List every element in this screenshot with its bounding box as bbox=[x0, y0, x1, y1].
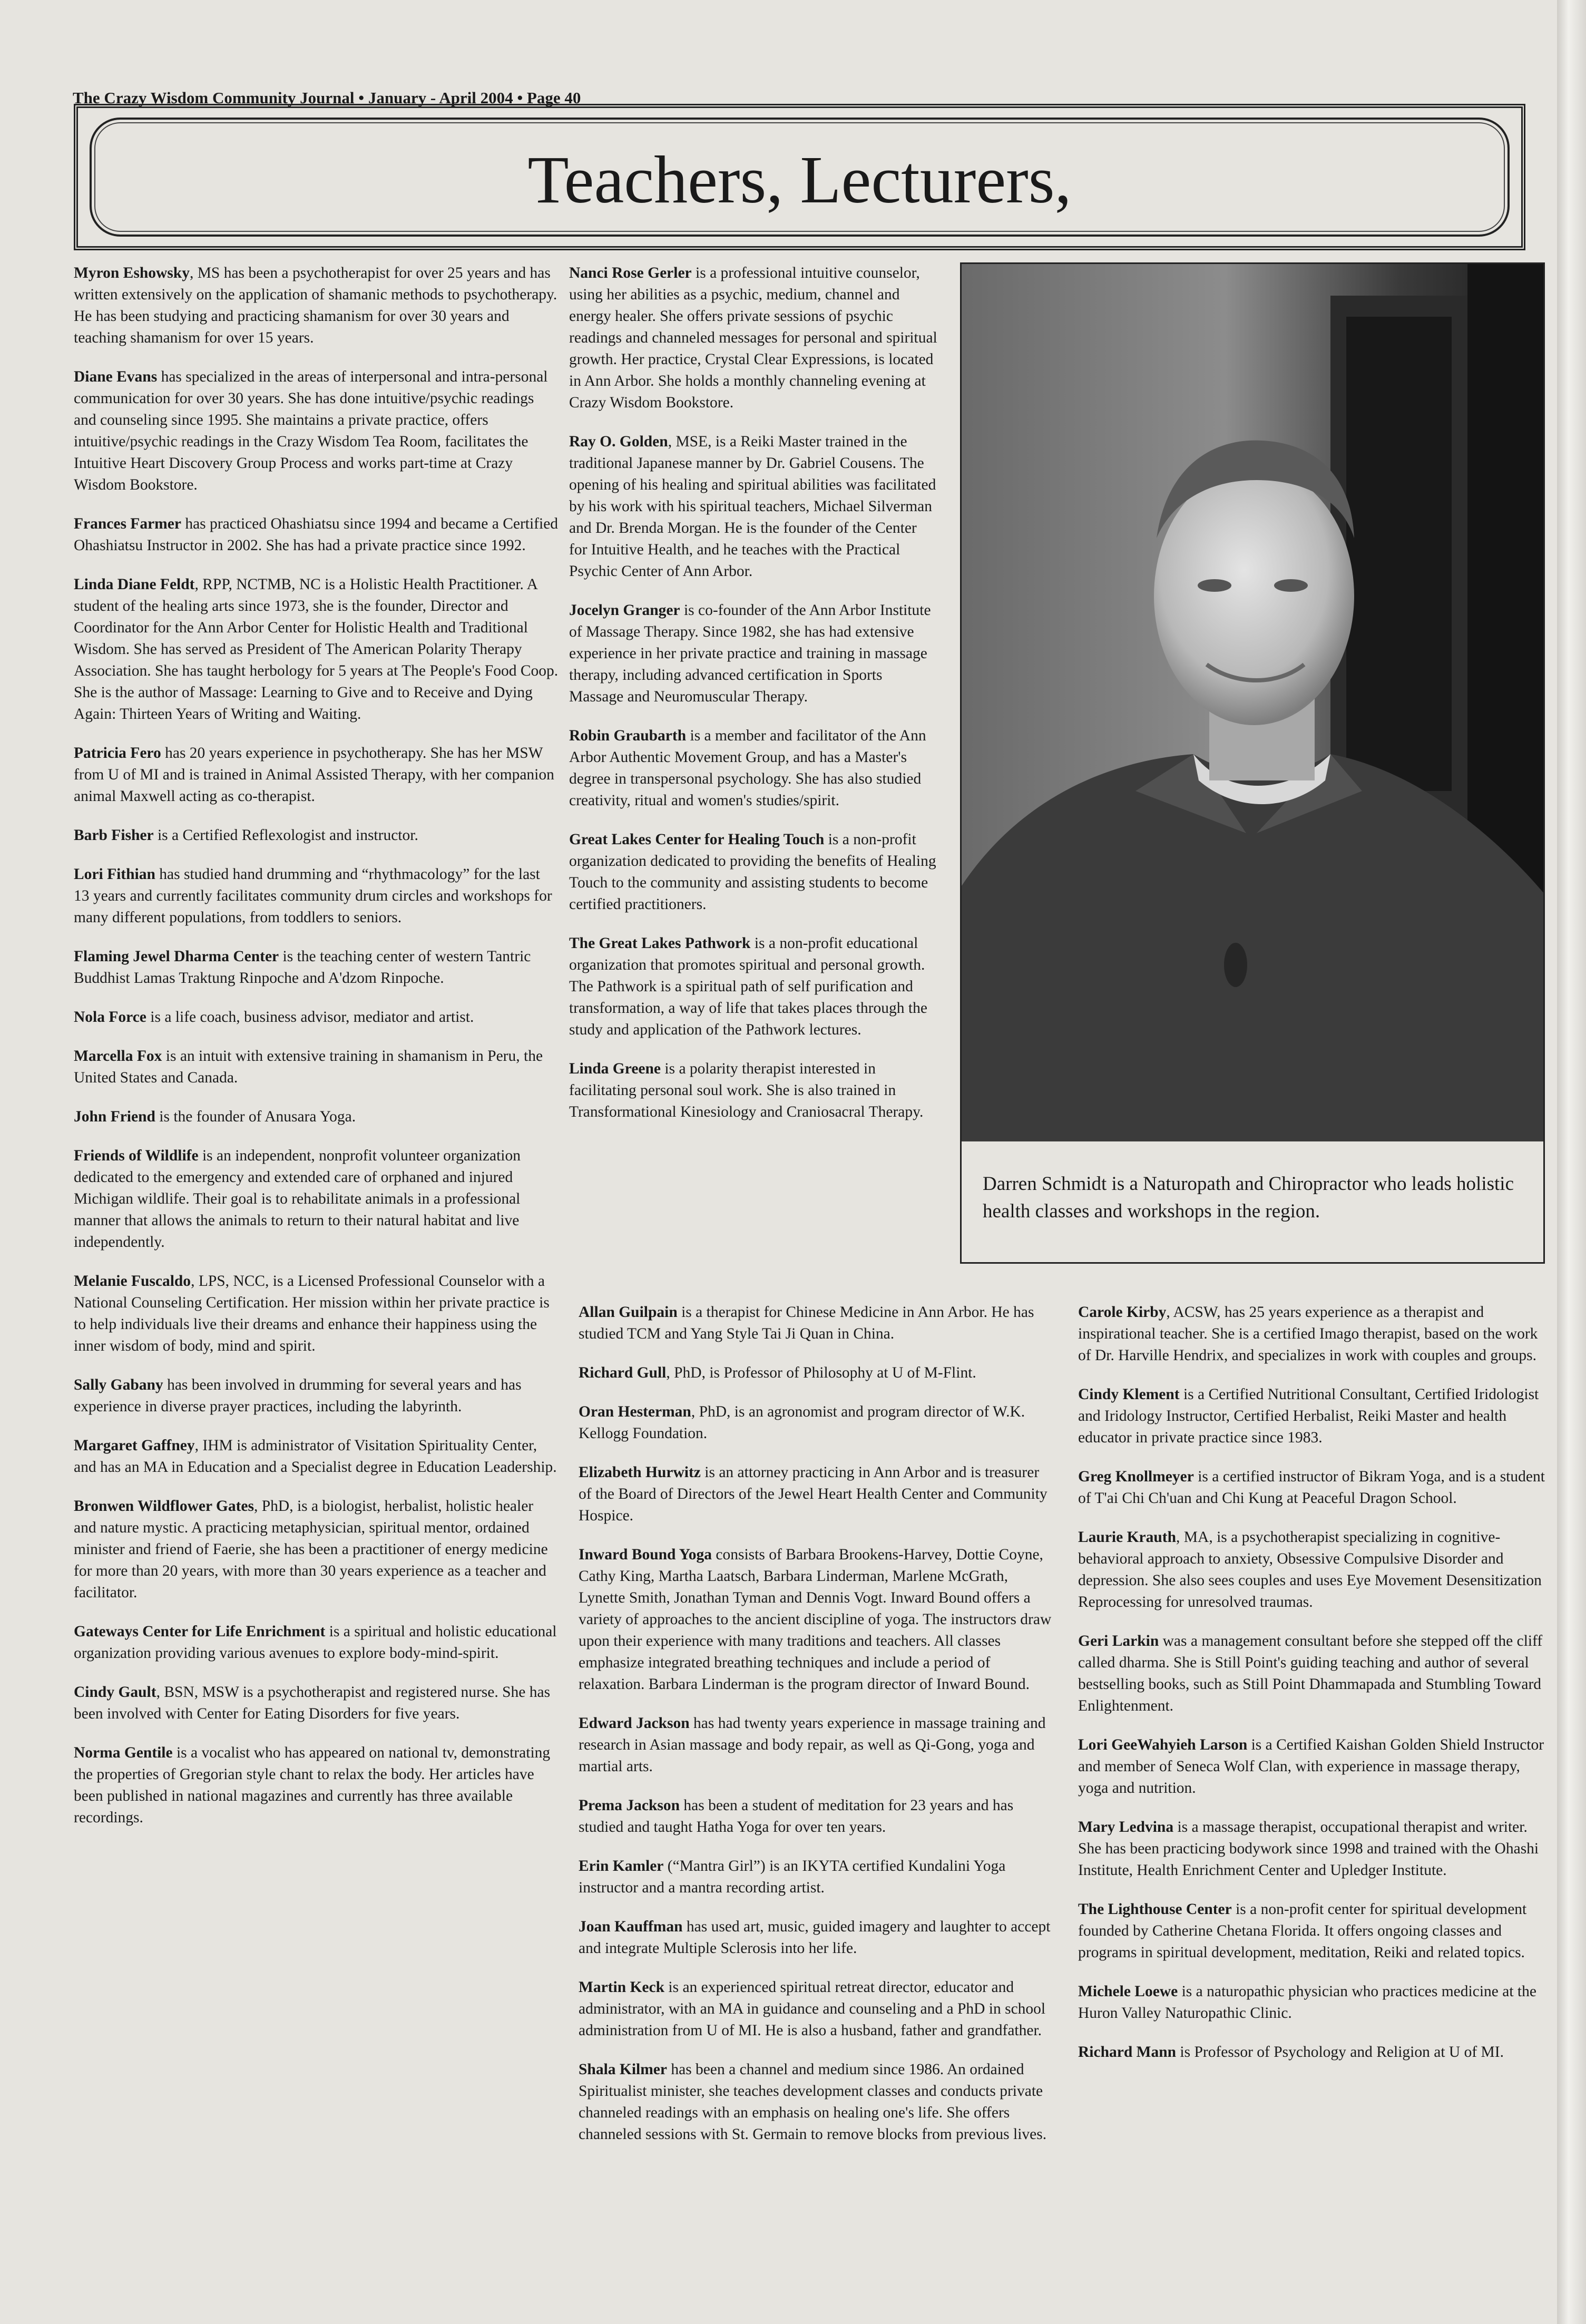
listing-entry bbox=[579, 1977, 1053, 2042]
listing-description: , MSE, is a Reiki Master trained in the traditional Japanese manner by Dr. Gabriel Cousens. The opening of his healing and spiritual abilities was facilitated by his work with his spiritual teachers, Michael Silverman and Dr. Brenda Morgan. He is the founder of the Center for Intuitive Health, and he teaches with the Practical Psychic Center of Ann Arbor. bbox=[569, 433, 936, 580]
listing-entry bbox=[74, 1046, 559, 1089]
listing-entry bbox=[74, 946, 559, 989]
listing-description: is a massage therapist, occupational therapist and writer. She has been practicing bodywork since 1998 and trained with the Ohashi Institute, Health Enrichment Center and Upledger Institute. bbox=[1078, 1819, 1539, 1879]
listing-entry bbox=[74, 1496, 559, 1604]
listing-description: has been involved in drumming for several years and has experience in diverse prayer practices, including the labyrinth. bbox=[74, 1376, 522, 1415]
listing-description: is a non-profit educational organization that promotes spiritual and personal growth. The Pathwork is a spiritual path of self purification and transformation, a way of life that takes places through the study and application of the Pathwork lectures. bbox=[569, 935, 927, 1038]
listing-entry bbox=[74, 1007, 559, 1028]
page-header: The Crazy Wisdom Community Journal • January - April 2004 • Page 40 bbox=[73, 89, 581, 107]
listing-entry bbox=[569, 933, 938, 1041]
listing-description: is a non-profit center for spiritual development founded by Catherine Chetana Florida. It offers ongoing classes and programs in spiritual development, meditation, Reiki and related topics. bbox=[1078, 1901, 1527, 1961]
listing-description: has been a channel and medium since 1986. An ordained Spiritualist minister, she teaches development classes and conducts private channeled readings with an emphasis on healing one's life. She offers channeled sessions with St. Germain to remove blocks from previous lives. bbox=[579, 2061, 1047, 2143]
listing-name: Inward Bound Yoga bbox=[579, 1546, 712, 1563]
listing-description: , LPS, NCC, is a Licensed Professional Counselor with a National Counseling Certification. Her mission within her private practice is to help individuals live their dreams and enhance their happiness using the inner wisdom of body, mind and spirit. bbox=[74, 1273, 550, 1354]
listing-name: Oran Hesterman bbox=[579, 1403, 691, 1420]
listing-description: , PhD, is Professor of Philosophy at U of M-Flint. bbox=[666, 1364, 976, 1381]
listing-description: is the teaching center of western Tantric Buddhist Lamas Traktung Rinpoche and A'dzom Rinpoche. bbox=[74, 948, 531, 987]
listing-description: is a polarity therapist interested in facilitating personal soul work. She is also trained in Transformational Kinesiology and Craniosacral Therapy. bbox=[569, 1060, 924, 1120]
listing-description: has had twenty years experience in massage training and research in Asian massage and body repair, as well as Qi-Gong, yoga and martial arts. bbox=[579, 1715, 1046, 1775]
listing-description: is a non-profit organization dedicated to providing the benefits of Healing Touch to the community and assisting students to become certified practitioners. bbox=[569, 831, 936, 913]
listing-entry bbox=[74, 1435, 559, 1478]
photo-caption: Darren Schmidt is a Naturopath and Chiropractor who leads holistic health classes and workshops in the region. bbox=[983, 1173, 1514, 1222]
listing-entry bbox=[74, 864, 559, 929]
listing-name: Edward Jackson bbox=[579, 1715, 690, 1732]
listing-name: Joan Kauffman bbox=[579, 1918, 683, 1935]
listing-description: has practiced Ohashiatsu since 1994 and became a Certified Ohashiatsu Instructor in 2002. She has had a private practice since 1992. bbox=[74, 515, 559, 554]
listing-name: Mary Ledvina bbox=[1078, 1819, 1174, 1835]
listing-name: Jocelyn Granger bbox=[569, 602, 680, 619]
listing-description: is a life coach, business advisor, mediator and artist. bbox=[146, 1009, 474, 1026]
listing-entry bbox=[569, 262, 938, 414]
listing-name: Gateways Center for Life Enrichment bbox=[74, 1623, 326, 1640]
listing-description: is co-founder of the Ann Arbor Institute of Massage Therapy. Since 1982, she has had extensive experience in her private practice and training in massage therapy, including advanced certification in Sports Massage and Neuromuscular Therapy. bbox=[569, 602, 931, 705]
listing-name: Patricia Fero bbox=[74, 745, 161, 761]
listing-entry bbox=[579, 1401, 1053, 1444]
listing-name: Cindy Klement bbox=[1078, 1386, 1180, 1403]
listing-name: Margaret Gaffney bbox=[74, 1437, 195, 1454]
paper-edge bbox=[1557, 0, 1586, 2324]
listing-description: consists of Barbara Brookens-Harvey, Dottie Coyne, Cathy King, Martha Laatsch, Barbara Linderman, Marlene McGrath, Lynette Smith, Jonathan Tyman and Dennis Vogt. Inward Bound offers a variety of approaches to the ancient discipline of yoga. The instructors draw upon their experience with many traditions and teachers. All classes emphasize integrated breathing techniques and include a period of relaxation. Barbara Linderman is the program director of Inward Bound. bbox=[579, 1546, 1052, 1693]
listing-entry bbox=[74, 1682, 559, 1725]
listing-entry bbox=[1078, 1899, 1552, 1964]
listing-description: is a certified instructor of Bikram Yoga, and is a student of T'ai Chi Ch'uan and Chi Kung at Peaceful Dragon School. bbox=[1078, 1468, 1545, 1507]
listing-entry bbox=[74, 1271, 559, 1357]
listing-entry bbox=[579, 1916, 1053, 1959]
listing-name: Nola Force bbox=[74, 1009, 146, 1026]
listing-description: has specialized in the areas of interpersonal and intra-personal communication for over 30 years. She has done intuitive/psychic readings and counseling since 1995. She maintains a private practice, offers intuitive/psychic readings in the Crazy Wisdom Tea Room, facilitates the Intuitive Heart Discovery Group Process and works part-time at Crazy Wisdom Bookstore. bbox=[74, 368, 548, 493]
listing-description: has 20 years experience in psychotherapy. She has her MSW from U of MI and is trained in Animal Assisted Therapy, with her companion animal Maxwell acting as co-therapist. bbox=[74, 745, 554, 805]
listing-description: is the founder of Anusara Yoga. bbox=[155, 1108, 356, 1125]
listing-name: John Friend bbox=[74, 1108, 155, 1125]
listing-entry bbox=[569, 600, 938, 708]
listing-entry bbox=[74, 1374, 559, 1418]
listing-name: Myron Eshowsky bbox=[74, 265, 190, 281]
listing-entry bbox=[74, 366, 559, 496]
listing-description: is a Certified Kaishan Golden Shield Instructor and member of Seneca Wolf Clan, with experience in massage therapy, yoga and nutrition. bbox=[1078, 1736, 1544, 1796]
listing-description: (“Mantra Girl”) is an IKYTA certified Kundalini Yoga instructor and a mantra recording artist. bbox=[579, 1858, 1006, 1896]
listing-name: Norma Gentile bbox=[74, 1744, 173, 1761]
listing-name: Elizabeth Hurwitz bbox=[579, 1464, 701, 1481]
listing-name: Frances Farmer bbox=[74, 515, 181, 532]
listing-description: is an attorney practicing in Ann Arbor and is treasurer of the Board of Directors of the Jewel Heart Health Center and Community Hospice. bbox=[579, 1464, 1047, 1524]
listing-name: Geri Larkin bbox=[1078, 1633, 1159, 1649]
listing-description: has studied hand drumming and “rhythmacology” for the last 13 years and currently facilitates community drum circles and workshops for many different populations, from toddlers to seniors. bbox=[74, 866, 552, 926]
listing-entry bbox=[569, 431, 938, 582]
listing-name: Melanie Fuscaldo bbox=[74, 1273, 191, 1290]
listing-entry bbox=[74, 513, 559, 556]
listing-name: Sally Gabany bbox=[74, 1376, 163, 1393]
listing-description: was a management consultant before she stepped off the cliff called dharma. She is Still Point's guiding teaching and author of several bestselling books, such as Still Point Dhammapada and Stumbling Toward Enlightenment. bbox=[1078, 1633, 1543, 1714]
listing-description: , PhD, is a biologist, herbalist, holistic healer and nature mystic. A practicing metaphysician, spiritual mentor, ordained minister and friend of Faerie, she has been a practitioner of energy medicine for more than 20 years, with more than 30 years experience as a teacher and facilitator. bbox=[74, 1498, 548, 1601]
listing-entry bbox=[1078, 1384, 1552, 1449]
listing-name: Bronwen Wildflower Gates bbox=[74, 1498, 254, 1515]
listing-entry bbox=[74, 1621, 559, 1664]
listing-description: , RPP, NCTMB, NC is a Holistic Health Practitioner. A student of the healing arts since 1973, she is the founder, Director and Coordinator for the Ann Arbor Center for Holistic Health and Traditional Wisdom. She has served as President of The American Polarity Therapy Association. She has taught herbology for 5 years at The People's Food Coop. She is the author of Massage: Learning to Give and to Receive and Dying Again: Thirteen Years of Writing and Waiting. bbox=[74, 576, 559, 722]
listing-description: is Professor of Psychology and Religion at U of MI. bbox=[1176, 2044, 1504, 2061]
listing-name: Martin Keck bbox=[579, 1979, 665, 1996]
listing-name: Richard Gull bbox=[579, 1364, 667, 1381]
listing-description: is a therapist for Chinese Medicine in Ann Arbor. He has studied TCM and Yang Style Tai Ji Quan in China. bbox=[579, 1304, 1034, 1342]
listing-name: The Great Lakes Pathwork bbox=[569, 935, 751, 952]
listing-description: is an intuit with extensive training in shamanism in Peru, the United States and Canada. bbox=[74, 1048, 543, 1086]
page-title: Teachers, Lecturers, bbox=[527, 142, 1072, 217]
listing-description: , MA, is a psychotherapist specializing in cognitive-behavioral approach to anxiety, Obsessive Compulsive Disorder and depression. She also sees couples and uses Eye Movement Desensitization Reprocessing for unresolved traumas. bbox=[1078, 1529, 1542, 1610]
listing-description: has been a student of meditation for 23 years and has studied and taught Hatha Yoga for over ten years. bbox=[579, 1797, 1014, 1835]
listing-description: is an experienced spiritual retreat director, educator and administrator, with an MA in guidance and counseling and a PhD in school administration from U of MI. He is also a husband, father and grandfather. bbox=[579, 1979, 1046, 2039]
listing-description: is a professional intuitive counselor, using her abilities as a psychic, medium, channel and energy healer. She offers private sessions of psychic readings and channeled messages for personal and spiritual growth. Her practice, Crystal Clear Expressions, is located in Ann Arbor. She holds a monthly channeling evening at Crazy Wisdom Bookstore. bbox=[569, 265, 937, 411]
column-4 bbox=[1078, 1302, 1552, 2081]
listing-name: Laurie Krauth bbox=[1078, 1529, 1177, 1546]
column-3 bbox=[579, 1302, 1053, 2163]
portrait-photo bbox=[962, 264, 1543, 1141]
listing-name: Flaming Jewel Dharma Center bbox=[74, 948, 279, 965]
listing-description: , MS has been a psychotherapist for over 25 years and has written extensively on the application of shamanic methods to psychotherapy. He has been studying and practicing shamanism for over 30 years and teaching shamanism for over 15 years. bbox=[74, 265, 557, 346]
listing-name: Prema Jackson bbox=[579, 1797, 680, 1814]
listing-name: Shala Kilmer bbox=[579, 2061, 667, 2078]
listing-entry bbox=[579, 1713, 1053, 1778]
listing-description: , PhD, is an agronomist and program director of W.K. Kellogg Foundation. bbox=[579, 1403, 1025, 1442]
listing-name: Nanci Rose Gerler bbox=[569, 265, 692, 281]
listing-name: Greg Knollmeyer bbox=[1078, 1468, 1194, 1485]
listing-entry bbox=[579, 2059, 1053, 2145]
listing-name: Great Lakes Center for Healing Touch bbox=[569, 831, 825, 848]
listing-entry bbox=[74, 1106, 559, 1128]
listing-entry bbox=[579, 1856, 1053, 1899]
listing-name: Ray O. Golden bbox=[569, 433, 668, 450]
listing-entry bbox=[74, 1742, 559, 1829]
listing-description: is a vocalist who has appeared on national tv, demonstrating the properties of Gregorian style chant to relax the body. Her articles have been published in national magazines and currently has three available recordings. bbox=[74, 1744, 551, 1826]
listing-entry bbox=[74, 1145, 559, 1253]
listing-description: is a naturopathic physician who practices medicine at the Huron Valley Naturopathic Clinic. bbox=[1078, 1983, 1536, 2022]
listing-description: , BSN, MSW is a psychotherapist and registered nurse. She has been involved with Center for Eating Disorders for five years. bbox=[74, 1684, 551, 1722]
listing-description: is a Certified Reflexologist and instructor. bbox=[153, 827, 418, 844]
listing-name: Richard Mann bbox=[1078, 2044, 1177, 2061]
listing-name: Linda Greene bbox=[569, 1060, 661, 1077]
listing-name: Carole Kirby bbox=[1078, 1304, 1167, 1321]
listing-entry bbox=[579, 1795, 1053, 1838]
listing-name: Allan Guilpain bbox=[579, 1304, 678, 1321]
listing-entry bbox=[74, 743, 559, 807]
listing-name: Diane Evans bbox=[74, 368, 158, 385]
listing-entry bbox=[579, 1362, 1053, 1384]
listing-name: The Lighthouse Center bbox=[1078, 1901, 1232, 1918]
listing-name: Robin Graubarth bbox=[569, 727, 687, 744]
listing-entry bbox=[1078, 1817, 1552, 1881]
listing-entry bbox=[579, 1544, 1053, 1695]
listing-entry bbox=[1078, 1466, 1552, 1509]
listing-description: is a Certified Nutritional Consultant, Certified Iridologist and Iridology Instructor, Certified Herbalist, Reiki Master and health educator in private practice since 1983. bbox=[1078, 1386, 1539, 1446]
listing-entry bbox=[579, 1462, 1053, 1527]
listing-description: , IHM is administrator of Visitation Spirituality Center, and has an MA in Education and a Specialist degree in Education Leadership. bbox=[74, 1437, 557, 1476]
listing-entry bbox=[1078, 1630, 1552, 1717]
listing-name: Lori Fithian bbox=[74, 866, 155, 883]
listing-entry bbox=[569, 829, 938, 915]
listing-entry bbox=[1078, 2042, 1552, 2063]
listing-entry bbox=[569, 1058, 938, 1123]
listing-entry bbox=[579, 1302, 1053, 1345]
listing-name: Cindy Gault bbox=[74, 1684, 156, 1701]
listing-entry bbox=[569, 725, 938, 812]
listing-name: Marcella Fox bbox=[74, 1048, 162, 1065]
listing-entry bbox=[74, 825, 559, 846]
listing-name: Friends of Wildlife bbox=[74, 1147, 199, 1164]
listing-entry bbox=[74, 574, 559, 725]
photo-frame bbox=[960, 262, 1545, 1264]
listing-entry bbox=[1078, 1734, 1552, 1799]
column-2 bbox=[569, 262, 938, 1140]
listing-description: is an independent, nonprofit volunteer organization dedicated to the emergency and extended care of orphaned and injured Michigan wildlife. Their goal is to rehabilitate animals in a professional manner that allows the animals to return to their natural habitat and live independently. bbox=[74, 1147, 521, 1251]
listing-entry bbox=[74, 262, 559, 349]
listing-description: has used art, music, guided imagery and laughter to accept and integrate Multiple Sclerosis into her life. bbox=[579, 1918, 1051, 1957]
listing-name: Linda Diane Feldt bbox=[74, 576, 195, 593]
listing-entry bbox=[1078, 1302, 1552, 1366]
listing-name: Lori GeeWahyieh Larson bbox=[1078, 1736, 1248, 1753]
title-banner bbox=[74, 104, 1525, 250]
listing-description: is a spiritual and holistic educational organization providing various avenues to explore body-mind-spirit. bbox=[74, 1623, 557, 1662]
listing-description: , ACSW, has 25 years experience as a therapist and inspirational teacher. She is a certified Imago therapist, based on the work of Dr. Harville Hendrix, and specializes in work with couples and groups. bbox=[1078, 1304, 1538, 1364]
listing-entry bbox=[1078, 1527, 1552, 1613]
listing-description: is a member and facilitator of the Ann Arbor Authentic Movement Group, and has a Master's degree in transpersonal psychology. She has also studied creativity, ritual and women's studies/spirit. bbox=[569, 727, 926, 809]
listing-name: Michele Loewe bbox=[1078, 1983, 1178, 2000]
listing-entry bbox=[1078, 1981, 1552, 2024]
column-1 bbox=[74, 262, 559, 1846]
listing-name: Barb Fisher bbox=[74, 827, 154, 844]
listing-name: Erin Kamler bbox=[579, 1858, 664, 1874]
